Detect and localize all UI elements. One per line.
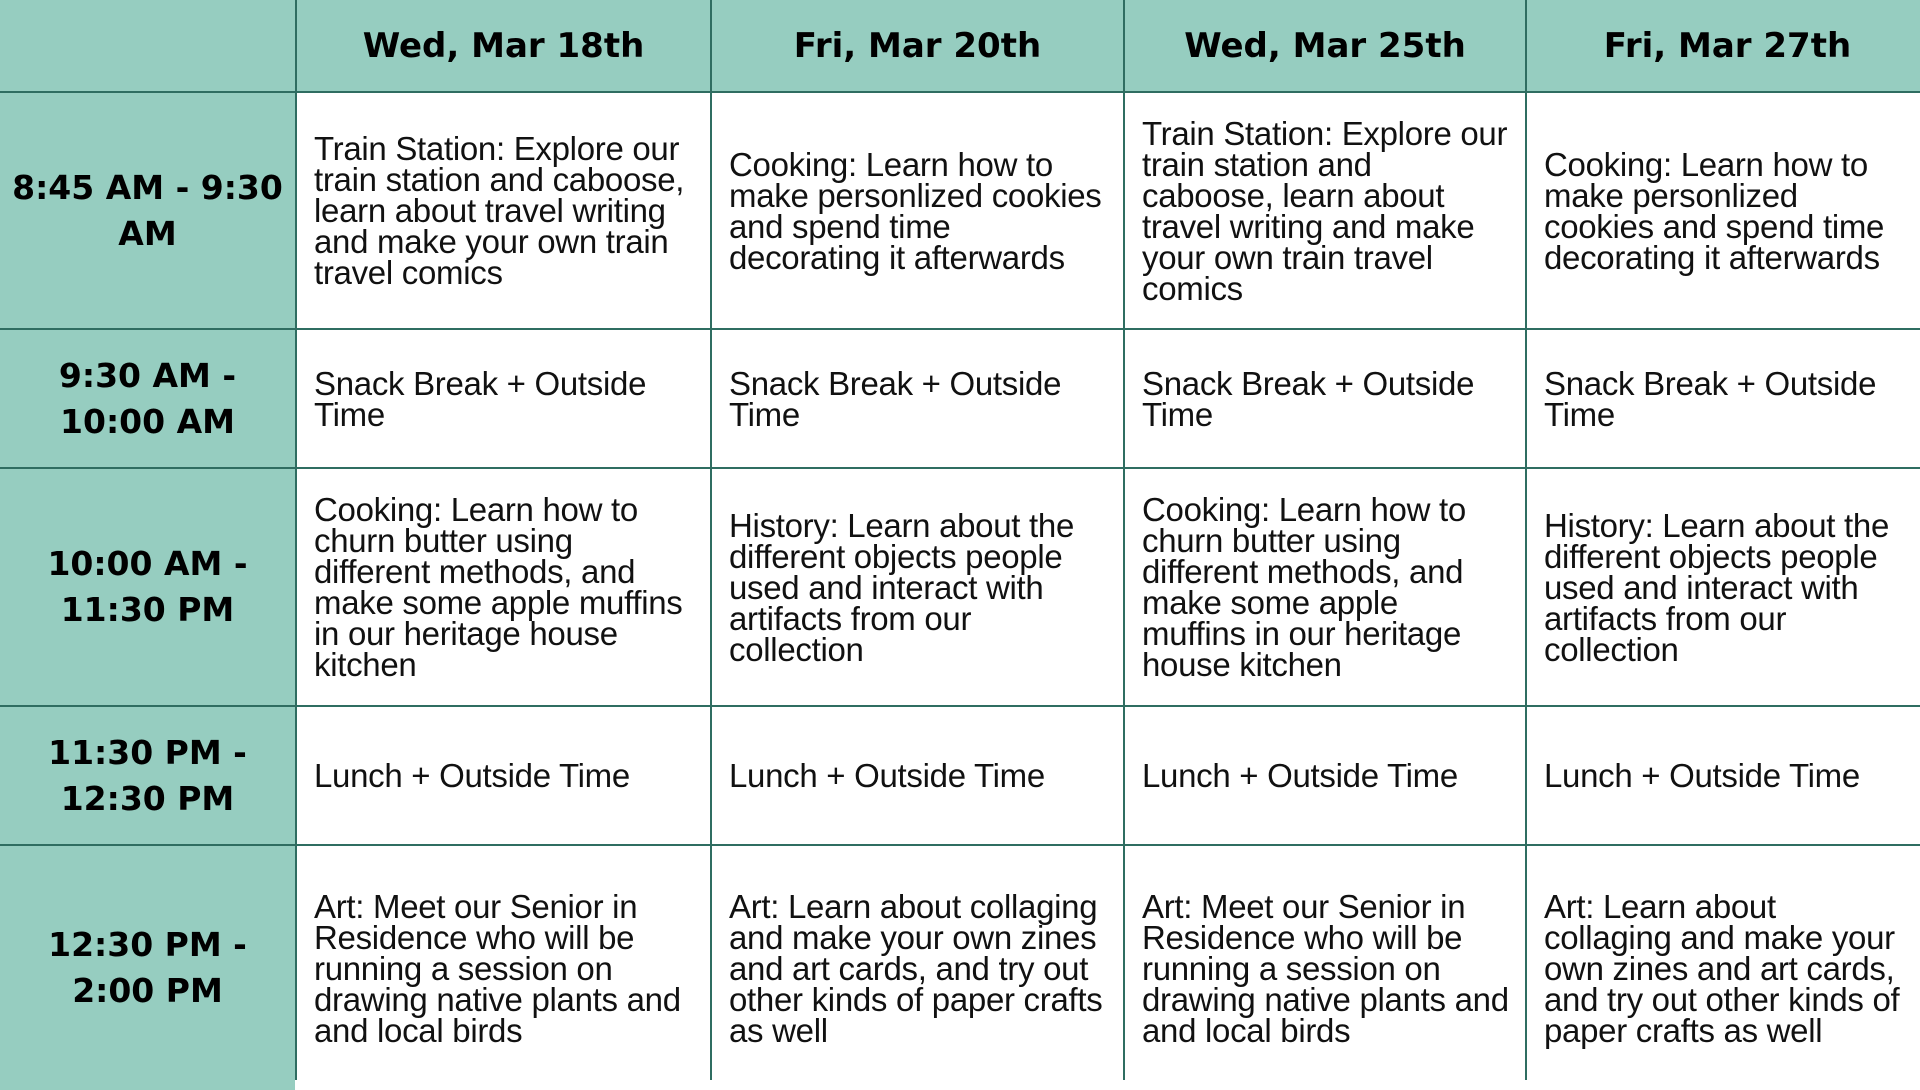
activity-cell: Lunch + Outside Time bbox=[297, 707, 710, 844]
activity-cell: Art: Learn about collaging and make your own zines and art cards, and try out other kinds of paper crafts as well bbox=[1527, 846, 1920, 1090]
day-header-wed-mar-25: Wed, Mar 25th bbox=[1125, 0, 1525, 91]
time-slot-1: 8:45 AM - 9:30 AM bbox=[0, 93, 295, 328]
activity-cell: Cooking: Learn how to make personlized cookies and spend time decorating it afterwards bbox=[712, 93, 1123, 328]
activity-cell: Train Station: Explore our train station and caboose, learn about travel writing and make your own train travel comics bbox=[1125, 93, 1525, 328]
day-header-fri-mar-27: Fri, Mar 27th bbox=[1527, 0, 1920, 91]
time-slot-2: 9:30 AM - 10:00 AM bbox=[0, 330, 295, 467]
activity-cell: Lunch + Outside Time bbox=[1125, 707, 1525, 844]
activity-cell: Art: Learn about collaging and make your own zines and art cards, and try out other kinds of paper crafts as well bbox=[712, 846, 1123, 1090]
corner-header-cell bbox=[0, 0, 295, 91]
activity-cell: Cooking: Learn how to churn butter using different methods, and make some apple muffins in our heritage house kitchen bbox=[297, 469, 710, 705]
time-slot-3: 10:00 AM - 11:30 PM bbox=[0, 469, 295, 705]
activity-cell: Lunch + Outside Time bbox=[712, 707, 1123, 844]
day-header-fri-mar-20: Fri, Mar 20th bbox=[712, 0, 1123, 91]
activity-cell: Art: Meet our Senior in Residence who will be running a session on drawing native plants and and local birds bbox=[1125, 846, 1525, 1090]
activity-cell: Train Station: Explore our train station and caboose, learn about travel writing and make your own train travel comics bbox=[297, 93, 710, 328]
time-slot-5: 12:30 PM - 2:00 PM bbox=[0, 846, 295, 1090]
activity-cell: Lunch + Outside Time bbox=[1527, 707, 1920, 844]
activity-cell: Cooking: Learn how to make personlized cookies and spend time decorating it afterwards bbox=[1527, 93, 1920, 328]
activity-cell: Art: Meet our Senior in Residence who will be running a session on drawing native plants and and local birds bbox=[297, 846, 710, 1090]
day-header-wed-mar-18: Wed, Mar 18th bbox=[297, 0, 710, 91]
activity-cell: Snack Break + Outside Time bbox=[297, 330, 710, 467]
activity-cell: History: Learn about the different objects people used and interact with artifacts from our collection bbox=[712, 469, 1123, 705]
time-slot-4: 11:30 PM - 12:30 PM bbox=[0, 707, 295, 844]
activity-cell: Snack Break + Outside Time bbox=[1527, 330, 1920, 467]
activity-cell: History: Learn about the different objects people used and interact with artifacts from our collection bbox=[1527, 469, 1920, 705]
activity-cell: Cooking: Learn how to churn butter using different methods, and make some apple muffins in our heritage house kitchen bbox=[1125, 469, 1525, 705]
activity-cell: Snack Break + Outside Time bbox=[712, 330, 1123, 467]
activity-cell: Snack Break + Outside Time bbox=[1125, 330, 1525, 467]
